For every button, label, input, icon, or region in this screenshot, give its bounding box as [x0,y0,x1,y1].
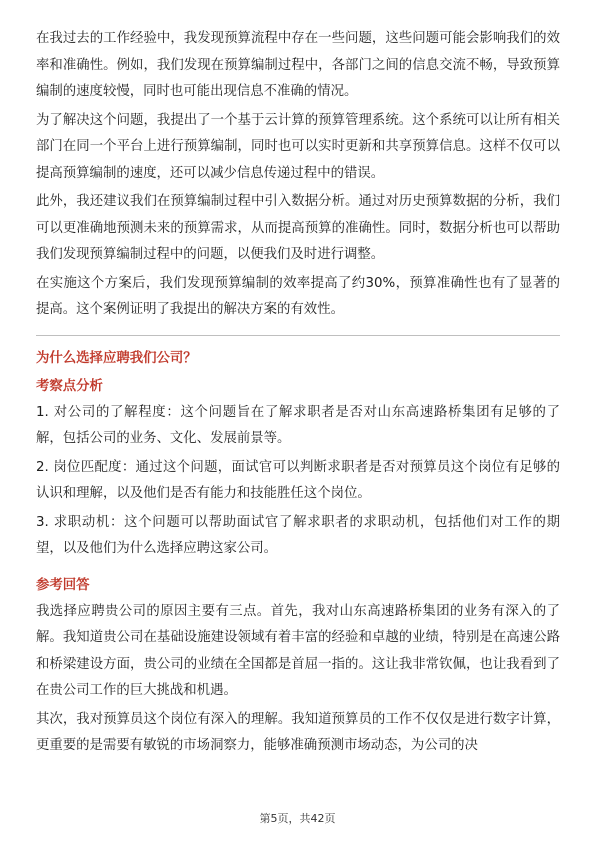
experience-paragraph-3: 此外，我还建议我们在预算编制过程中引入数据分析。通过对历史预算数据的分析，我们可以更准确地预测未来的预算需求，从而提高预算的准确性。同时，数据分析也可以帮助我们发现预算编制过程中的问题，以便我们及时进行调整。 [36,194,560,262]
section-gap [36,565,560,573]
analysis-heading: 考察点分析 [36,378,103,394]
page-number: 第5页，共42页 [259,812,336,825]
analysis-item-3: 3. 求职动机：这个问题可以帮助面试官了解求职者的求职动机，包括他们对工作的期望，以及他们为什么选择应聘这家公司。 [36,514,560,556]
section-divider [36,335,560,336]
answer-heading: 参考回答 [36,577,90,593]
experience-paragraph-4: 在实施这个方案后，我们发现预算编制的效率提高了约30%，预算准确性也有了显著的提高。这个案例证明了我提出的解决方案的有效性。 [36,275,560,317]
question-title: 为什么选择应聘我们公司？ [36,350,197,366]
experience-paragraph-1: 在我过去的工作经验中，我发现预算流程中存在一些问题，这些问题可能会影响我们的效率和准确性。例如，我们发现在预算编制过程中，各部门之间的信息交流不畅，导致预算编制的速度较慢，同时也可能出现信息不准确的情况。 [36,31,560,99]
analysis-item-2: 2. 岗位匹配度：通过这个问题，面试官可以判断求职者是否对预算员这个岗位有足够的认识和理解，以及他们是否有能力和技能胜任这个岗位。 [36,459,560,501]
page-content [36,26,560,762]
analysis-item-1: 1. 对公司的了解程度：这个问题旨在了解求职者是否对山东高速路桥集团有足够的了解，包括公司的业务、文化、发展前景等。 [36,404,560,446]
answer-paragraph-2: 其次，我对预算员这个岗位有深入的理解。我知道预算员的工作不仅仅是进行数字计算，更重要的是需要有敏锐的市场洞察力，能够准确预测市场动态，为公司的决 [36,711,560,753]
answer-paragraph-1: 我选择应聘贵公司的原因主要有三点。首先，我对山东高速路桥集团的业务有深入的了解。我知道贵公司在基础设施建设领域有着丰富的经验和卓越的业绩，特别是在高速公路和桥梁建设方面，贵公司的业绩在全国都是首屈一指的。这让我非常钦佩，也让我看到了在贵公司工作的巨大挑战和机遇。 [36,603,560,698]
experience-paragraph-2: 为了解决这个问题，我提出了一个基于云计算的预算管理系统。这个系统可以让所有相关部门在同一个平台上进行预算编制，同时也可以实时更新和共享预算信息。这样不仅可以提高预算编制的速度，还可以减少信息传递过程中的错误。 [36,112,560,181]
